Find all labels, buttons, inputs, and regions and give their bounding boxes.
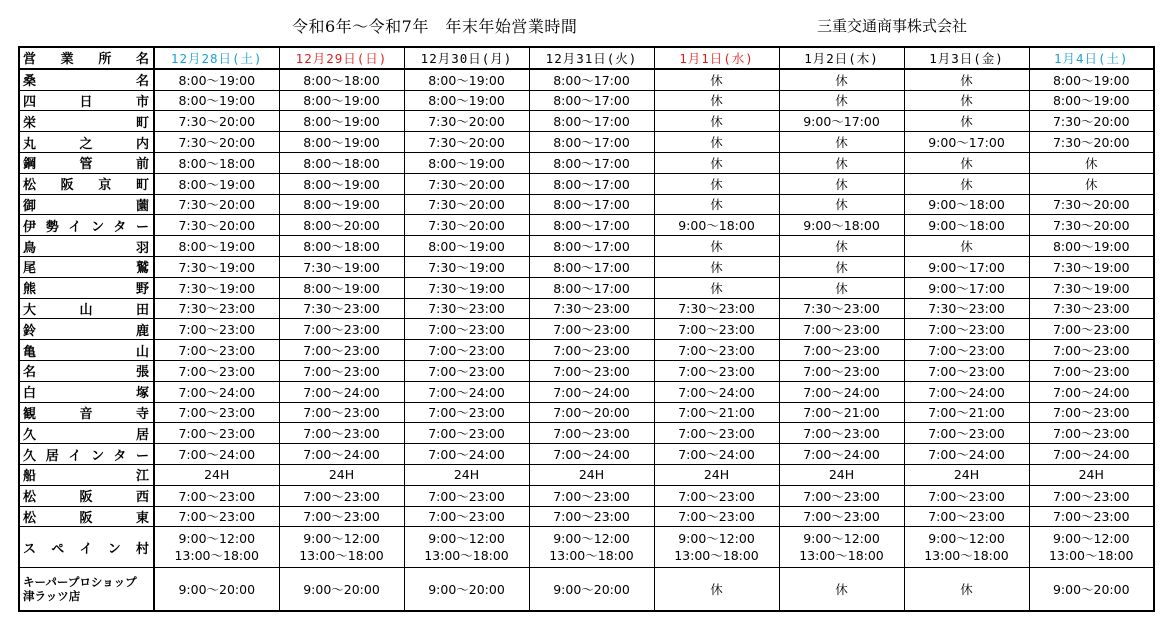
table-row: [19, 568, 1154, 612]
hours-cell: 9:00～18:00: [904, 194, 1029, 215]
hours-cell: 9:00～12:00 13:00～18:00: [154, 527, 279, 568]
company-name: 三重交通商事株式会社: [817, 17, 968, 35]
hours-cell: 休: [654, 194, 779, 215]
hours-cell: 7:00～23:00: [904, 423, 1029, 444]
hours-cell: 7:30～19:00: [279, 256, 404, 277]
hours-cell: 7:00～23:00: [529, 360, 654, 381]
hours-cell: 7:00～23:00: [779, 423, 904, 444]
hours-cell: 7:30～19:00: [1029, 277, 1154, 298]
table-row: [19, 132, 1154, 153]
hours-cell: 9:00～20:00: [529, 568, 654, 612]
office-name: 伊勢インター: [19, 215, 154, 236]
hours-cell: 8:00～19:00: [404, 90, 529, 111]
office-name: 松阪京町: [19, 173, 154, 194]
office-name: 鋼管前: [19, 152, 154, 173]
hours-cell: 9:00～12:00 13:00～18:00: [279, 527, 404, 568]
hours-cell: 7:30～23:00: [654, 298, 779, 319]
office-name: 名張: [19, 360, 154, 381]
table-row: [19, 69, 1154, 90]
column-header-date: 12月30日(月): [404, 47, 529, 69]
hours-cell: 8:00～19:00: [154, 69, 279, 90]
table-row: [19, 90, 1154, 111]
hours-cell: 7:00～23:00: [654, 485, 779, 506]
column-header-date: 12月28日(土): [154, 47, 279, 69]
hours-cell: 24H: [404, 464, 529, 485]
hours-cell: 8:00～19:00: [1029, 236, 1154, 257]
hours-cell: 9:00～12:00 13:00～18:00: [404, 527, 529, 568]
hours-cell: 7:30～20:00: [404, 132, 529, 153]
hours-cell: 7:00～24:00: [1029, 444, 1154, 465]
hours-cell: 7:00～23:00: [529, 485, 654, 506]
hours-cell: 休: [779, 277, 904, 298]
office-name: 亀山: [19, 340, 154, 361]
hours-cell: 7:00～23:00: [279, 402, 404, 423]
hours-cell: 9:00～12:00 13:00～18:00: [654, 527, 779, 568]
hours-cell: 7:00～24:00: [404, 381, 529, 402]
hours-cell: 24H: [779, 464, 904, 485]
hours-cell: 8:00～19:00: [279, 111, 404, 132]
column-header-date: 1月4日(土): [1029, 47, 1154, 69]
hours-cell: 7:30～19:00: [154, 256, 279, 277]
hours-cell: 24H: [654, 464, 779, 485]
hours-cell: 24H: [529, 464, 654, 485]
hours-cell: 7:00～24:00: [154, 381, 279, 402]
table-row: [19, 319, 1154, 340]
hours-cell: 休: [779, 173, 904, 194]
hours-cell: 8:00～18:00: [154, 152, 279, 173]
office-name: 久居: [19, 423, 154, 444]
hours-cell: 7:00～23:00: [1029, 360, 1154, 381]
hours-cell: 8:00～19:00: [404, 236, 529, 257]
hours-cell: 8:00～19:00: [154, 236, 279, 257]
hours-cell: 7:00～24:00: [154, 444, 279, 465]
column-header-date: 12月31日(火): [529, 47, 654, 69]
column-header-date: 1月3日(金): [904, 47, 1029, 69]
hours-cell: 7:00～20:00: [529, 402, 654, 423]
hours-cell: 8:00～17:00: [529, 173, 654, 194]
table-row: [19, 173, 1154, 194]
hours-cell: 7:00～23:00: [279, 340, 404, 361]
hours-cell: 7:00～23:00: [904, 340, 1029, 361]
hours-cell: 7:30～20:00: [1029, 194, 1154, 215]
hours-cell: 7:30～20:00: [154, 132, 279, 153]
hours-cell: 8:00～17:00: [529, 256, 654, 277]
hours-cell: 9:00～17:00: [904, 256, 1029, 277]
hours-cell: 9:00～17:00: [904, 132, 1029, 153]
hours-cell: 休: [779, 69, 904, 90]
hours-cell: 8:00～19:00: [279, 194, 404, 215]
hours-cell: 8:00～19:00: [1029, 69, 1154, 90]
office-name: 御薗: [19, 194, 154, 215]
hours-cell: 7:00～23:00: [1029, 485, 1154, 506]
hours-cell: 7:00～24:00: [1029, 381, 1154, 402]
hours-cell: 8:00～19:00: [404, 152, 529, 173]
table-row: [19, 152, 1154, 173]
hours-cell: 8:00～17:00: [529, 215, 654, 236]
hours-cell: 8:00～17:00: [529, 194, 654, 215]
hours-cell: 7:30～23:00: [154, 298, 279, 319]
hours-cell: 7:00～23:00: [779, 485, 904, 506]
hours-cell: 8:00～17:00: [529, 132, 654, 153]
hours-cell: 7:30～23:00: [1029, 298, 1154, 319]
hours-cell: 7:00～23:00: [1029, 506, 1154, 527]
hours-cell: 7:30～20:00: [154, 194, 279, 215]
hours-cell: 7:30～20:00: [404, 173, 529, 194]
hours-cell: 7:00～23:00: [904, 485, 1029, 506]
office-name: 久居インター: [19, 444, 154, 465]
hours-cell: 7:00～23:00: [654, 506, 779, 527]
hours-cell: 7:00～21:00: [904, 402, 1029, 423]
hours-cell: 7:00～23:00: [154, 506, 279, 527]
hours-cell: 7:00～23:00: [279, 506, 404, 527]
hours-cell: 7:00～24:00: [654, 381, 779, 402]
hours-cell: 7:00～23:00: [779, 340, 904, 361]
hours-cell: 休: [904, 90, 1029, 111]
hours-cell: 休: [654, 173, 779, 194]
hours-cell: 7:00～24:00: [654, 444, 779, 465]
hours-cell: 7:00～23:00: [904, 319, 1029, 340]
office-name: 白塚: [19, 381, 154, 402]
table-row: [19, 381, 1154, 402]
hours-cell: 7:30～19:00: [404, 277, 529, 298]
hours-cell: 7:00～24:00: [279, 381, 404, 402]
hours-cell: 8:00～17:00: [529, 69, 654, 90]
hours-cell: 9:00～18:00: [904, 215, 1029, 236]
office-name: 松阪東: [19, 506, 154, 527]
hours-cell: 7:00～23:00: [154, 340, 279, 361]
office-name: 鈴鹿: [19, 319, 154, 340]
hours-cell: 休: [654, 277, 779, 298]
hours-cell: 9:00～12:00 13:00～18:00: [529, 527, 654, 568]
hours-cell: 7:00～24:00: [904, 444, 1029, 465]
hours-cell: 7:00～23:00: [404, 423, 529, 444]
office-name: 尾鷲: [19, 256, 154, 277]
hours-cell: 8:00～17:00: [529, 90, 654, 111]
hours-cell: 7:00～24:00: [779, 444, 904, 465]
hours-cell: 7:30～20:00: [1029, 215, 1154, 236]
hours-cell: 休: [904, 111, 1029, 132]
hours-cell: 9:00～12:00 13:00～18:00: [779, 527, 904, 568]
hours-cell: 8:00～17:00: [529, 152, 654, 173]
hours-cell: 7:30～20:00: [154, 215, 279, 236]
office-name: 栄町: [19, 111, 154, 132]
office-name: 丸之内: [19, 132, 154, 153]
hours-cell: 休: [904, 236, 1029, 257]
hours-cell: 休: [654, 568, 779, 612]
hours-cell: 7:30～20:00: [1029, 111, 1154, 132]
hours-cell: 24H: [154, 464, 279, 485]
hours-cell: 7:30～23:00: [779, 298, 904, 319]
schedule-table: [18, 46, 1155, 612]
hours-cell: 休: [779, 152, 904, 173]
table-row: [19, 506, 1154, 527]
table-row: [19, 464, 1154, 485]
hours-cell: 8:00～17:00: [529, 111, 654, 132]
hours-cell: 休: [779, 90, 904, 111]
hours-cell: 7:00～23:00: [654, 319, 779, 340]
hours-cell: 7:30～23:00: [404, 298, 529, 319]
hours-cell: 7:00～23:00: [529, 319, 654, 340]
hours-cell: 7:00～23:00: [904, 506, 1029, 527]
hours-cell: 休: [654, 111, 779, 132]
hours-cell: 7:00～23:00: [904, 360, 1029, 381]
hours-cell: 7:00～23:00: [404, 360, 529, 381]
office-name: スペイン村: [19, 527, 154, 568]
table-row: [19, 360, 1154, 381]
hours-cell: 8:00～18:00: [279, 152, 404, 173]
hours-cell: 7:00～23:00: [279, 319, 404, 340]
hours-cell: 8:00～19:00: [279, 173, 404, 194]
table-row: [19, 298, 1154, 319]
hours-cell: 8:00～19:00: [279, 277, 404, 298]
header-row: [19, 47, 1154, 69]
hours-cell: 7:00～23:00: [154, 485, 279, 506]
hours-cell: 7:00～23:00: [279, 485, 404, 506]
hours-cell: 休: [654, 152, 779, 173]
hours-cell: 8:00～19:00: [154, 90, 279, 111]
table-row: [19, 444, 1154, 465]
hours-cell: 24H: [279, 464, 404, 485]
office-name: 熊野: [19, 277, 154, 298]
hours-cell: 24H: [1029, 464, 1154, 485]
table-row: [19, 236, 1154, 257]
hours-cell: 7:00～23:00: [654, 423, 779, 444]
hours-cell: 7:00～23:00: [654, 340, 779, 361]
hours-cell: 休: [654, 256, 779, 277]
hours-cell: 7:00～23:00: [529, 423, 654, 444]
hours-cell: 休: [779, 132, 904, 153]
hours-cell: 7:00～21:00: [779, 402, 904, 423]
hours-cell: 7:00～23:00: [404, 485, 529, 506]
hours-cell: 7:00～23:00: [1029, 340, 1154, 361]
hours-cell: 休: [654, 90, 779, 111]
table-row: [19, 423, 1154, 444]
hours-cell: 7:30～19:00: [404, 256, 529, 277]
hours-cell: 8:00～18:00: [279, 69, 404, 90]
table-row: [19, 402, 1154, 423]
hours-cell: 7:30～23:00: [529, 298, 654, 319]
office-name: キーパープロショップ 津ラッツ店: [19, 568, 154, 612]
office-name: 観音寺: [19, 402, 154, 423]
hours-cell: 24H: [904, 464, 1029, 485]
hours-cell: 7:00～23:00: [779, 319, 904, 340]
office-name: 船江: [19, 464, 154, 485]
hours-cell: 7:00～23:00: [404, 506, 529, 527]
hours-cell: 7:00～23:00: [779, 506, 904, 527]
hours-cell: 9:00～18:00: [654, 215, 779, 236]
hours-cell: 9:00～20:00: [1029, 568, 1154, 612]
hours-cell: 休: [654, 132, 779, 153]
hours-cell: 休: [904, 173, 1029, 194]
hours-cell: 休: [779, 568, 904, 612]
table-row: [19, 485, 1154, 506]
hours-cell: 8:00～17:00: [529, 236, 654, 257]
hours-cell: 9:00～17:00: [904, 277, 1029, 298]
hours-cell: 7:00～23:00: [654, 360, 779, 381]
hours-cell: 7:30～20:00: [1029, 132, 1154, 153]
hours-cell: 7:00～24:00: [529, 381, 654, 402]
hours-cell: 7:00～21:00: [654, 402, 779, 423]
hours-cell: 7:00～23:00: [1029, 319, 1154, 340]
hours-cell: 8:00～20:00: [279, 215, 404, 236]
hours-cell: 7:00～23:00: [1029, 423, 1154, 444]
hours-cell: 7:30～23:00: [904, 298, 1029, 319]
hours-cell: 7:00～23:00: [404, 319, 529, 340]
hours-cell: 休: [904, 69, 1029, 90]
hours-cell: 9:00～18:00: [779, 215, 904, 236]
hours-cell: 7:30～20:00: [404, 215, 529, 236]
hours-cell: 8:00～19:00: [154, 173, 279, 194]
hours-cell: 7:00～23:00: [1029, 402, 1154, 423]
hours-cell: 休: [1029, 173, 1154, 194]
office-name: 松阪西: [19, 485, 154, 506]
hours-cell: 7:00～23:00: [404, 402, 529, 423]
table-row: [19, 215, 1154, 236]
office-name: 四日市: [19, 90, 154, 111]
hours-cell: 7:00～23:00: [154, 319, 279, 340]
hours-cell: 7:30～19:00: [1029, 256, 1154, 277]
hours-cell: 休: [654, 69, 779, 90]
hours-cell: 7:30～20:00: [404, 111, 529, 132]
hours-cell: 7:00～24:00: [904, 381, 1029, 402]
column-header-date: 12月29日(日): [279, 47, 404, 69]
hours-cell: 7:00～23:00: [154, 360, 279, 381]
table-row: [19, 256, 1154, 277]
hours-cell: 8:00～19:00: [279, 90, 404, 111]
hours-cell: 休: [779, 236, 904, 257]
table-row: [19, 527, 1154, 568]
hours-cell: 休: [1029, 152, 1154, 173]
hours-cell: 7:00～23:00: [529, 506, 654, 527]
hours-cell: 7:00～24:00: [279, 444, 404, 465]
office-name: 大山田: [19, 298, 154, 319]
hours-cell: 7:30～23:00: [279, 298, 404, 319]
hours-cell: 9:00～20:00: [279, 568, 404, 612]
hours-cell: 7:30～19:00: [154, 277, 279, 298]
hours-cell: 7:00～24:00: [779, 381, 904, 402]
hours-cell: 7:30～20:00: [404, 194, 529, 215]
hours-cell: 休: [654, 236, 779, 257]
hours-cell: 7:00～23:00: [404, 340, 529, 361]
hours-cell: 休: [904, 568, 1029, 612]
hours-cell: 9:00～17:00: [779, 111, 904, 132]
table-row: [19, 111, 1154, 132]
hours-cell: 7:00～23:00: [279, 423, 404, 444]
hours-cell: 7:00～23:00: [279, 360, 404, 381]
hours-cell: 8:00～19:00: [404, 69, 529, 90]
column-header-date: 1月2日(木): [779, 47, 904, 69]
hours-cell: 休: [904, 152, 1029, 173]
hours-cell: 7:00～23:00: [154, 402, 279, 423]
hours-cell: 8:00～19:00: [279, 132, 404, 153]
hours-cell: 8:00～18:00: [279, 236, 404, 257]
hours-cell: 8:00～19:00: [1029, 90, 1154, 111]
office-name: 鳥羽: [19, 236, 154, 257]
hours-cell: 7:30～20:00: [154, 111, 279, 132]
hours-cell: 8:00～17:00: [529, 277, 654, 298]
table-row: [19, 277, 1154, 298]
hours-cell: 7:00～24:00: [529, 444, 654, 465]
hours-cell: 9:00～12:00 13:00～18:00: [904, 527, 1029, 568]
column-header-date: 1月1日(水): [654, 47, 779, 69]
hours-cell: 9:00～20:00: [404, 568, 529, 612]
hours-cell: 7:00～24:00: [404, 444, 529, 465]
office-name: 桑名: [19, 69, 154, 90]
hours-cell: 9:00～20:00: [154, 568, 279, 612]
page-title: 令和6年～令和7年 年末年始営業時間: [292, 17, 578, 36]
hours-cell: 休: [779, 256, 904, 277]
hours-cell: 9:00～12:00 13:00～18:00: [1029, 527, 1154, 568]
column-header-office: 営業所名: [19, 47, 154, 69]
hours-cell: 7:00～23:00: [154, 423, 279, 444]
table-row: [19, 194, 1154, 215]
hours-cell: 7:00～23:00: [529, 340, 654, 361]
table-row: [19, 340, 1154, 361]
hours-cell: 7:00～23:00: [779, 360, 904, 381]
hours-cell: 休: [779, 194, 904, 215]
